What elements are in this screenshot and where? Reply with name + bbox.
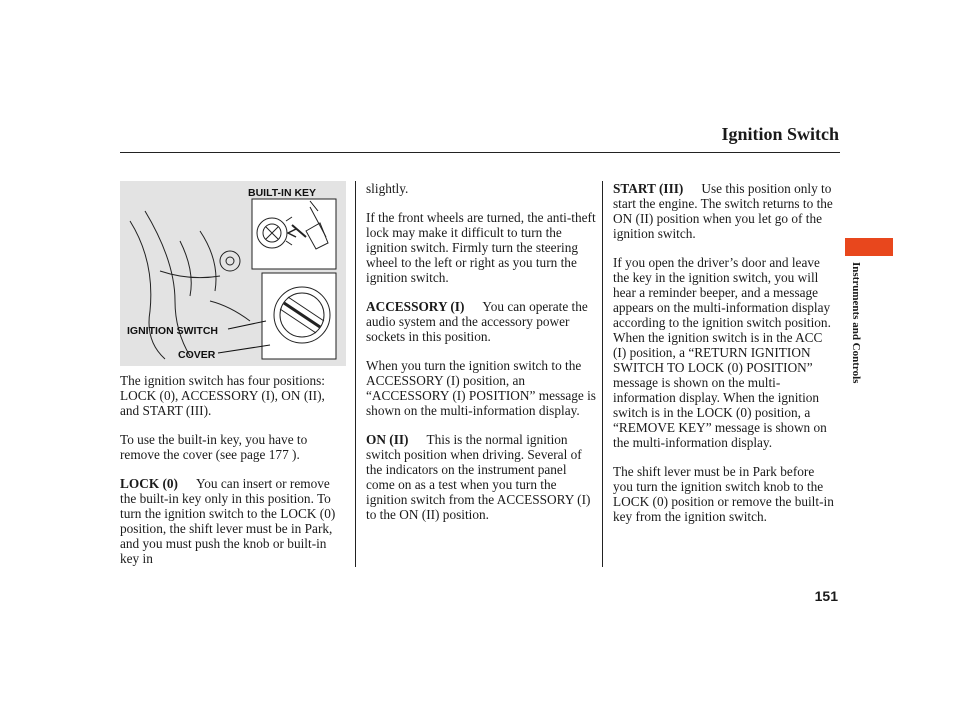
positions-paragraph: The ignition switch has four positions: LOCK (0), ACCESSORY (I), ON (II), and START (III). <box>120 373 325 418</box>
title-rule <box>120 152 840 153</box>
accessory-heading: ACCESSORY (I) <box>366 299 465 314</box>
accessory-message-paragraph: When you turn the ignition switch to the ACCESSORY (I) position, an “ACCESSORY (I) POSITION” message is shown on the multi-information display. <box>366 358 596 418</box>
column-2 <box>366 181 598 536</box>
ignition-switch-figure <box>120 181 346 366</box>
ignition-switch-illustration <box>120 181 346 366</box>
anti-theft-paragraph: If the front wheels are turned, the anti-theft lock may make it difficult to turn the ignition switch. Firmly turn the steering wheel to the left or right as you turn the ignition switch. <box>366 210 596 285</box>
cover-inset-frame <box>262 273 336 359</box>
start-body: Use this position only to start the engine. The switch returns to the ON (II) position when you let go of the ignition switch. <box>613 181 833 241</box>
section-side-text: Instruments and Controls <box>850 262 862 384</box>
column-separator-1 <box>355 181 356 567</box>
page-number: 151 <box>814 588 838 604</box>
lock-body: You can insert or remove the built-in key only in this position. To turn the ignition switch to the LOCK (0) position, the shift lever must be in Park, and you must push the knob or built-in key in <box>120 476 336 566</box>
column-1 <box>120 373 342 580</box>
cover-label: COVER <box>178 349 216 361</box>
slightly-paragraph: slightly. <box>366 181 409 196</box>
column-separator-2 <box>602 181 603 567</box>
section-tab <box>845 238 893 256</box>
on-paragraph <box>366 432 598 522</box>
key-inset-frame <box>252 199 336 269</box>
section-side-label <box>850 262 864 422</box>
shift-lever-paragraph: The shift lever must be in Park before you turn the ignition switch knob to the LOCK (0) position or remove the built-in key from the ignition switch. <box>613 464 834 524</box>
accessory-body: You can operate the audio system and the accessory power sockets in this position. <box>366 299 588 344</box>
reminder-paragraph: If you open the driver’s door and leave the key in the ignition switch, you will hear a reminder beeper, and a message appears on the multi-information display according to the ignition switch position. When the ignition switch is in the ACC (I) position, a “RETURN IGNITION SWITCH TO LOCK (0) POSITION” message is shown on the multi-information display. When the ignition switch is in the LOCK (0) position, a “REMOVE KEY” message is shown on the multi-information display. <box>613 255 831 450</box>
start-paragraph <box>613 181 837 241</box>
on-body: This is the normal ignition switch position when driving. Several of the indicators on the instrument panel come on as a test when you turn the ignition switch from the ACCESSORY (I) to the ON (II) position. <box>366 432 591 522</box>
start-heading: START (III) <box>613 181 684 196</box>
column-3 <box>613 181 837 538</box>
lock-paragraph <box>120 476 342 566</box>
page-title: Ignition Switch <box>721 124 839 144</box>
ignition-switch-label: IGNITION SWITCH <box>127 325 218 337</box>
built-in-key-paragraph: To use the built-in key, you have to remove the cover (see page 177 ). <box>120 432 308 462</box>
built-in-key-label: BUILT-IN KEY <box>248 187 317 199</box>
accessory-paragraph <box>366 299 598 344</box>
on-heading: ON (II) <box>366 432 409 447</box>
lock-heading: LOCK (0) <box>120 476 178 491</box>
